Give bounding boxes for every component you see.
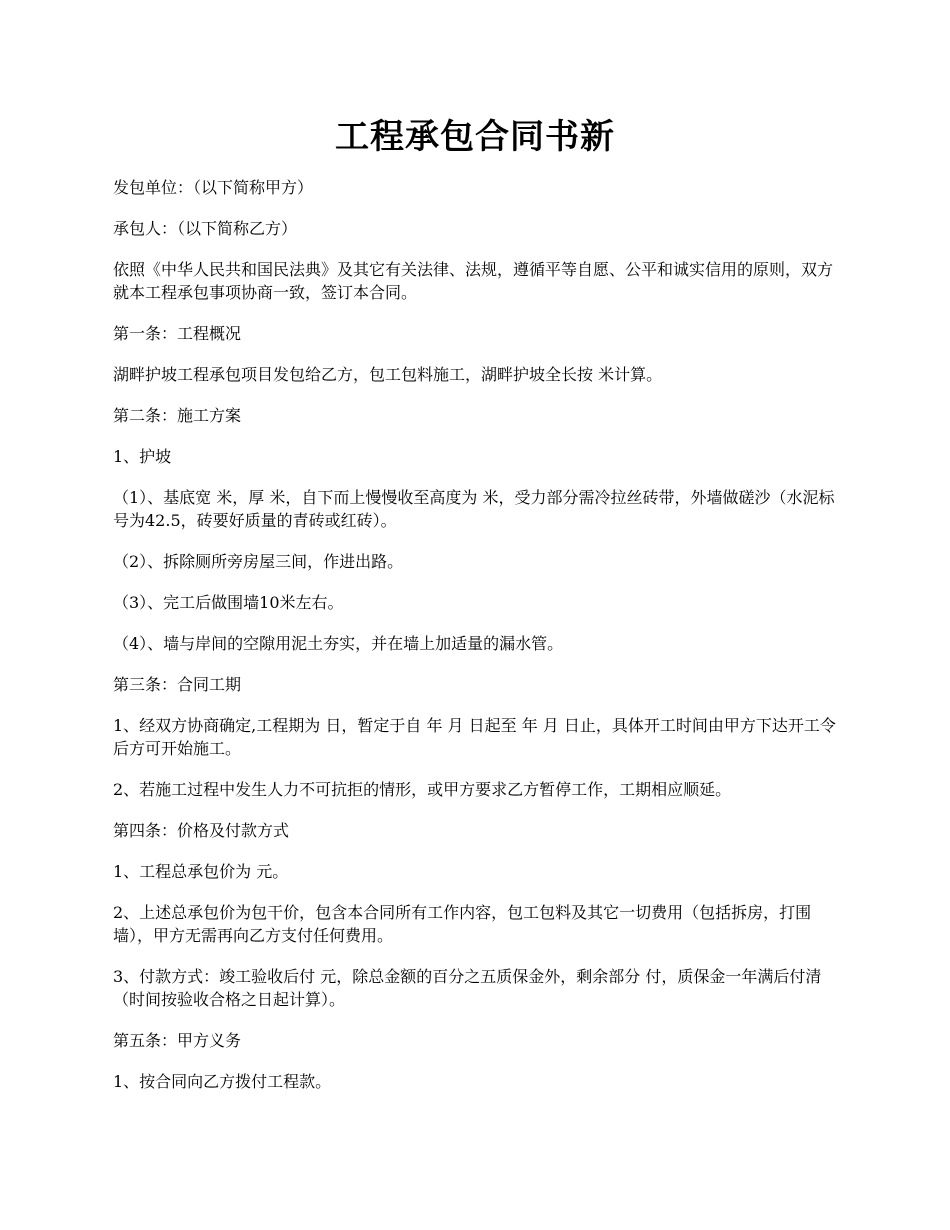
article-2-item-1: 1、护坡 (113, 447, 172, 466)
article-5-heading: 第五条：甲方义务 (113, 1031, 242, 1050)
article-4-item-2: 2、上述总承包价为包干价，包含本合同所有工作内容，包工包料及其它一切费用（包括拆房，打围墙），甲方无需再向乙方支付任何费用。 (113, 903, 812, 945)
document-title: 工程承包合同书新 (335, 117, 615, 157)
article-2-heading: 第二条：施工方案 (113, 406, 242, 425)
article-3-heading: 第三条：合同工期 (113, 675, 242, 694)
article-3-item-1: 1、经双方协商确定,工程期为 日，暂定于自 年 月 日起至 年 月 日止，具体开工时间由甲方下达开工令后方可开始施工。 (113, 716, 836, 758)
preamble-paragraph: 依照《中华人民共和国民法典》及其它有关法律、法规，遵循平等自愿、公平和诚实信用的原则，双方就本工程承包事项协商一致，签订本合同。 (113, 260, 834, 302)
article-4-item-3: 3、付款方式：竣工验收后付 元，除总金额的百分之五质保金外，剩余部分 付，质保金一年满后付清（时间按验收合格之日起计算）。 (113, 967, 822, 1009)
article-2-subitem-1: （1）、基底宽 米，厚 米，自下而上慢慢收至高度为 米，受力部分需冷拉丝砖带，外墙做磋沙（水泥标号为42.5，砖要好质量的青砖或红砖）。 (113, 488, 835, 530)
article-1-heading: 第一条：工程概况 (113, 324, 242, 343)
article-5-item-1: 1、按合同向乙方拨付工程款。 (113, 1072, 332, 1091)
article-4-item-1: 1、工程总承包价为 元。 (113, 862, 289, 881)
party-b-line: 承包人：（以下简称乙方） (113, 219, 298, 238)
party-a-line: 发包单位：（以下简称甲方） (113, 178, 314, 197)
article-3-item-2: 2、若施工过程中发生人力不可抗拒的情形，或甲方要求乙方暂停工作，工期相应顺延。 (113, 780, 732, 799)
article-2-subitem-2: （2）、拆除厕所旁房屋三间，作进出路。 (113, 552, 404, 571)
article-4-heading: 第四条：价格及付款方式 (113, 821, 290, 840)
article-2-subitem-3: （3）、完工后做围墙10米左右。 (113, 593, 344, 612)
article-2-subitem-4: （4）、墙与岸间的空隙用泥土夯实，并在墙上加适量的漏水管。 (113, 634, 564, 653)
article-1-text: 湖畔护坡工程承包项目发包给乙方，包工包料施工，湖畔护坡全长按 米计算。 (113, 365, 663, 384)
document-body (113, 176, 838, 1111)
